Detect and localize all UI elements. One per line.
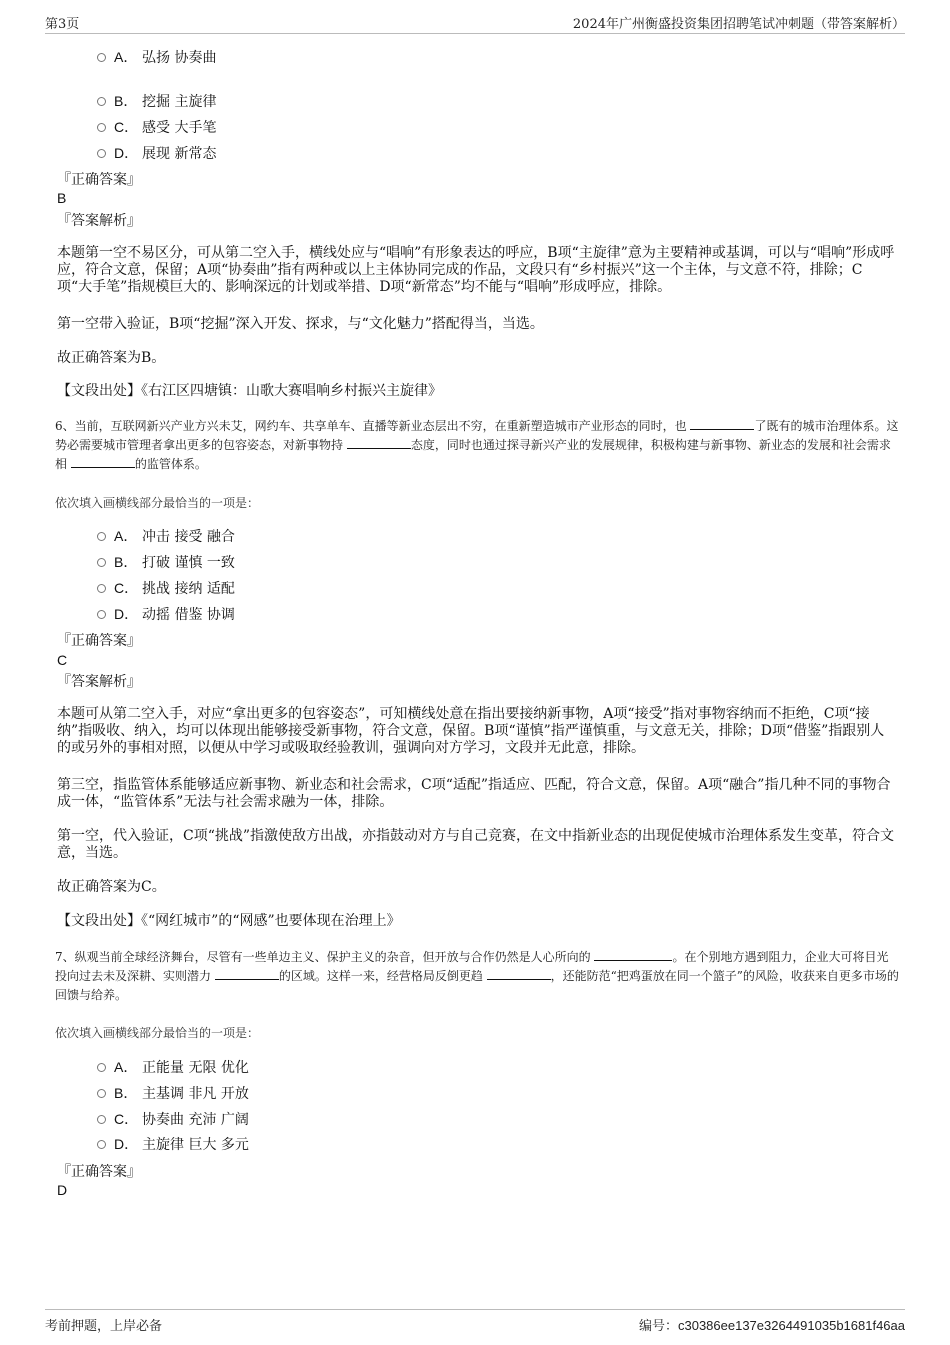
page-header bbox=[45, 13, 905, 34]
q6-analysis-4: 故正确答案为C。 bbox=[57, 879, 166, 895]
q5-answer: B bbox=[57, 190, 67, 206]
document-title: 2024年广州衡盛投资集团招聘笔试冲刺题（带答案解析） bbox=[572, 17, 905, 32]
q6-analysis-label: 『答案解析』 bbox=[57, 674, 141, 690]
q7-stem: 7、纵观当前全球经济舞台，尽管有一些单边主义、保护主义的杂音，但开放与合作仍然是人心所向的 。在个别地方遇到阻力，企业大可将目光投向过去未及深耕、实则潜力 的区域。这样一来，经营格局反倒更趋 ，还能防范“把鸡蛋放在同一个篮子”的风险，收获来自更多市场的回馈与给养。 bbox=[55, 950, 899, 1002]
q6-stem: 6、当前，互联网新兴产业方兴未艾，网约车、共享单车、直播等新业态层出不穷，在重新塑造城市产业形态的同时，也 了既有的城市治理体系。这势必需要城市管理者拿出更多的包容姿态，对新事物持 态度，同时也通过探寻新兴产业的发展规律，积极构建与新事物、新业态的发展和社会需求相 的监管体系。 bbox=[55, 419, 899, 471]
q6-answer: C bbox=[57, 652, 68, 668]
q5-source: 【文段出处】《右江区四塘镇：山歌大赛唱响乡村振兴主旋律》 bbox=[57, 383, 442, 399]
q6-option-d[interactable]: D． 动摇 借鉴 协调 bbox=[97, 604, 235, 625]
radio-icon[interactable] bbox=[97, 1089, 106, 1098]
q5-option-a[interactable]: A． 弘扬 协奏曲 bbox=[97, 47, 216, 68]
q6-option-a[interactable]: A． 冲击 接受 融合 bbox=[97, 526, 235, 547]
footer-slogan: 考前押题，上岸必备 bbox=[45, 1319, 163, 1334]
q6-analysis-3: 第一空，代入验证，C项“挑战”指激使敌方出战，亦指鼓动对方与自己竞赛，在文中指新业态的出现促使城市治理体系发生变革，符合文意，当选。 bbox=[57, 828, 895, 861]
q6-option-b[interactable]: B． 打破 谨慎 一致 bbox=[97, 552, 235, 573]
q5-analysis-2: 第一空带入验证，B项“挖掘”深入开发、探求，与“文化魅力”搭配得当，当选。 bbox=[57, 316, 544, 332]
radio-icon[interactable] bbox=[97, 1115, 106, 1124]
q5-analysis-1: 本题第一空不易区分，可从第二空入手，横线处应与“唱响”有形象表达的呼应，B项“主旋律”意为主要精神或基调，可以与“唱响”形成呼应，符合文意，保留；A项“协奏曲”指有两种或以上主体协同完成的作品，文段只有“乡村振兴”这一个主体，与文意不符，排除；C项“大手笔”指规模巨大的、影响深远的计划或举措、D项“新常态”均不能与“唱响”形成呼应，排除。 bbox=[57, 245, 895, 295]
radio-icon[interactable] bbox=[97, 1063, 106, 1072]
radio-icon[interactable] bbox=[97, 97, 106, 106]
q5-analysis-3: 故正确答案为B。 bbox=[57, 350, 166, 366]
radio-icon[interactable] bbox=[97, 149, 106, 158]
q5-option-d[interactable]: D． 展现 新常态 bbox=[97, 143, 216, 164]
blank-3 bbox=[71, 455, 135, 468]
radio-icon[interactable] bbox=[97, 532, 106, 541]
q5-option-b[interactable]: B． 挖掘 主旋律 bbox=[97, 91, 216, 112]
blank-3 bbox=[487, 967, 551, 980]
q5-option-c[interactable]: C． 感受 大手笔 bbox=[97, 117, 216, 138]
q5-answer-label: 『正确答案』 bbox=[57, 172, 141, 188]
q7-prompt: 依次填入画横线部分最恰当的一项是： bbox=[55, 1026, 260, 1040]
q5-analysis-label: 『答案解析』 bbox=[57, 213, 141, 229]
blank-1 bbox=[690, 417, 754, 430]
q7-option-b[interactable]: B． 主基调 非凡 开放 bbox=[97, 1083, 249, 1104]
page-number: 第3页 bbox=[45, 17, 80, 32]
blank-2 bbox=[347, 436, 411, 449]
q6-analysis-1: 本题可从第二空入手，对应“拿出更多的包容姿态”，可知横线处意在指出要接纳新事物，A项“接受”指对事物容纳而不拒绝，C项“接纳”指吸收、纳入，均可以体现出能够接受新事物，符合文意，保留。B项“谨慎”指严谨慎重，与文意无关，排除；D项“借鉴”指跟别人的或另外的事相对照，以便从中学习或吸取经验教训，强调向对方学习，文段并无此意，排除。 bbox=[57, 706, 885, 756]
blank-1 bbox=[594, 948, 672, 961]
radio-icon[interactable] bbox=[97, 610, 106, 619]
document-code: 编号：c30386ee137e3264491035b1681f46aa bbox=[638, 1318, 905, 1333]
radio-icon[interactable] bbox=[97, 584, 106, 593]
q6-source: 【文段出处】《“网红城市”的“网感”也要体现在治理上》 bbox=[57, 913, 401, 929]
q6-prompt: 依次填入画横线部分最恰当的一项是： bbox=[55, 496, 260, 510]
radio-icon[interactable] bbox=[97, 558, 106, 567]
page-footer bbox=[45, 1309, 905, 1332]
radio-icon[interactable] bbox=[97, 53, 106, 62]
radio-icon[interactable] bbox=[97, 1140, 106, 1149]
q7-option-c[interactable]: C． 协奏曲 充沛 广阔 bbox=[97, 1109, 249, 1130]
blank-2 bbox=[215, 967, 279, 980]
radio-icon[interactable] bbox=[97, 123, 106, 132]
q6-analysis-2: 第三空，指监管体系能够适应新事物、新业态和社会需求，C项“适配”指适应、匹配，符合文意，保留。A项“融合”指几种不同的事物合成一体，“监管体系”无法与社会需求融为一体，排除。 bbox=[57, 777, 891, 810]
q6-option-c[interactable]: C． 挑战 接纳 适配 bbox=[97, 578, 235, 599]
q7-answer: D bbox=[57, 1182, 68, 1198]
q6-answer-label: 『正确答案』 bbox=[57, 633, 141, 649]
q7-option-a[interactable]: A． 正能量 无限 优化 bbox=[97, 1057, 249, 1078]
q7-answer-label: 『正确答案』 bbox=[57, 1164, 141, 1180]
q7-option-d[interactable]: D． 主旋律 巨大 多元 bbox=[97, 1134, 249, 1155]
